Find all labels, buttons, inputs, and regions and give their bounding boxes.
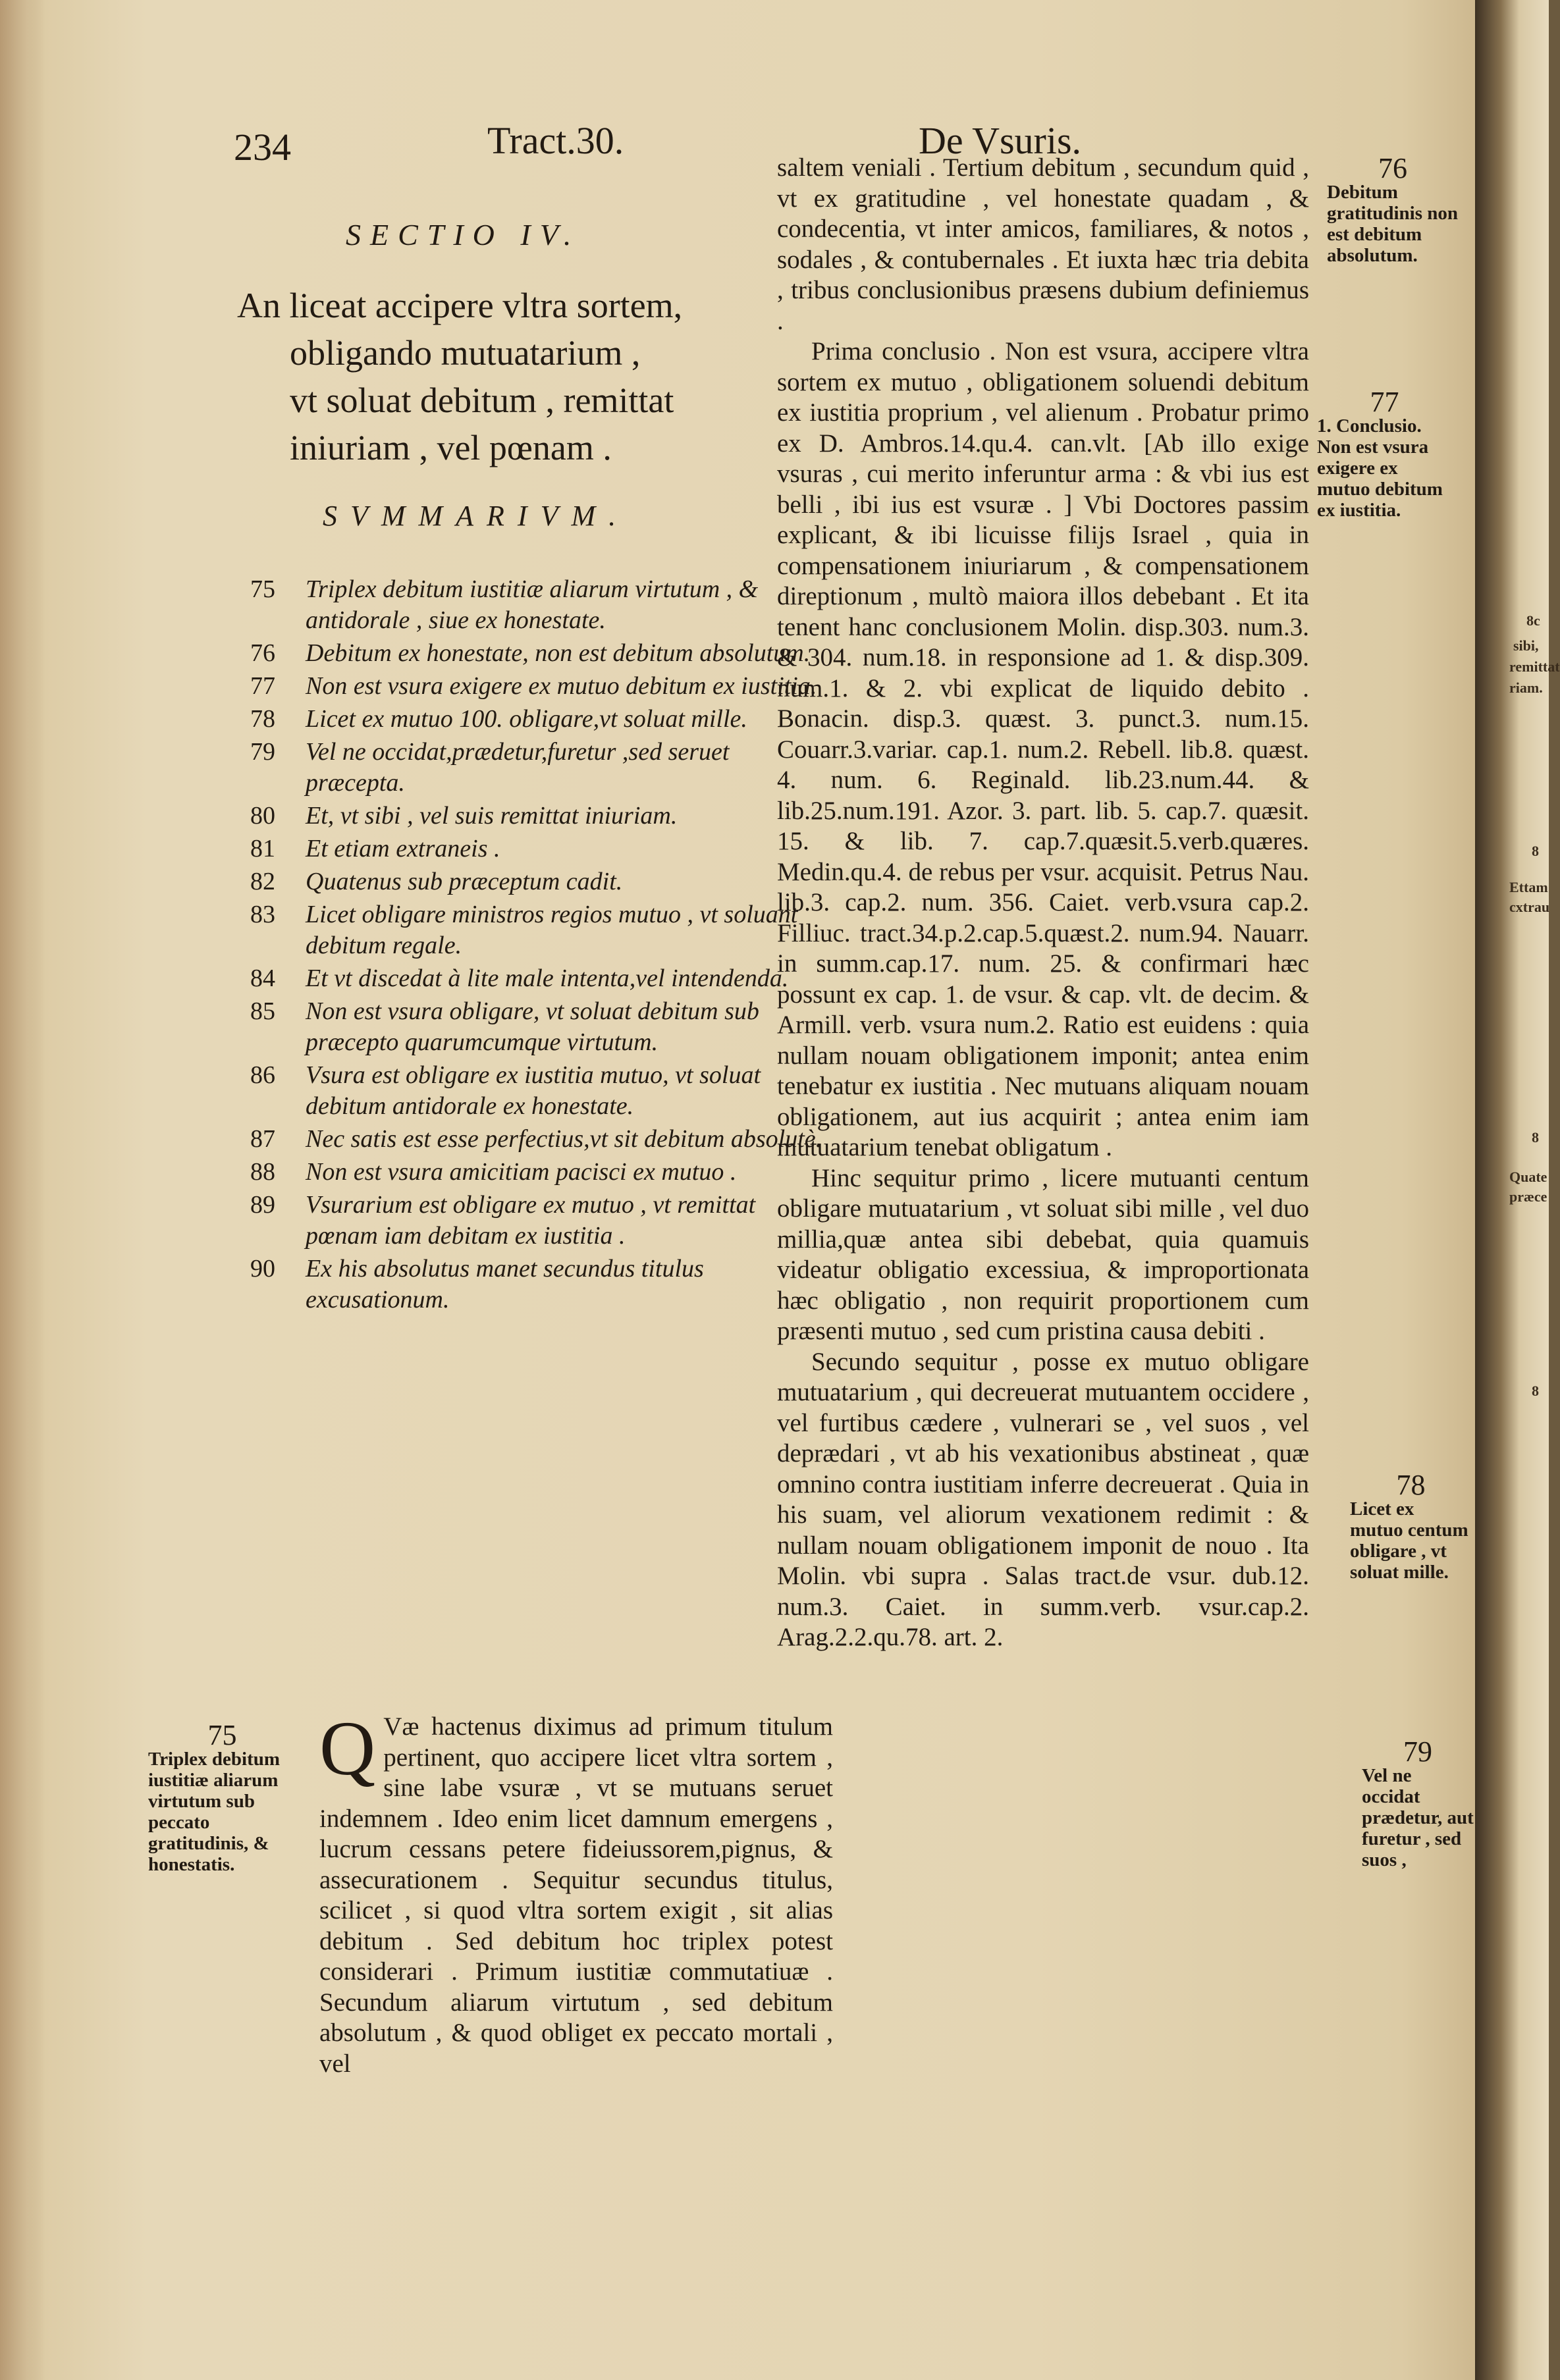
facing-page-fragment: 8c [1526, 612, 1540, 629]
summary-item [250, 833, 830, 864]
facing-page-fragment: 8 [1532, 843, 1539, 859]
summary-item [250, 1157, 830, 1188]
summary-number: 90 [250, 1255, 275, 1283]
summary-number: 85 [250, 997, 275, 1025]
summary-item [250, 963, 830, 994]
margin-note-text: 1. Conclusio. Non est vsura exigere ex mutuo debitum ex iustitia. [1317, 415, 1443, 521]
summary-item [250, 1254, 830, 1315]
summary-number: 77 [250, 672, 275, 700]
summary-number: 81 [250, 835, 275, 862]
facing-page-fragment: remittat [1509, 658, 1560, 675]
facing-page-fragment: præce [1509, 1188, 1547, 1205]
drop-cap: Q [319, 1705, 376, 1791]
margin-note-76 [1327, 152, 1459, 266]
margin-note-number: 78 [1396, 1469, 1426, 1501]
body-paragraph: Hinc sequitur primo , licere mutuanti centum obligare mutuatarium , vt soluat sibi mille , vel duo millia,quæ antea sibi debebat, quia quamuis videatur obligatio excessiua, & improportionata hæc obligatio , non requirit proportionem cum præsenti mutuo , sed cum pristina causa debiti . [777, 1163, 1309, 1345]
facing-page-fragment: riam. [1509, 679, 1543, 696]
facing-page-fragment: 8 [1532, 1129, 1539, 1146]
summary-number: 84 [250, 965, 275, 992]
margin-note-text: Vel ne occidat prædetur, aut furetur , sed suos , [1362, 1765, 1474, 1870]
running-head-subject: De Vsuris. [919, 119, 1082, 162]
summary-text: Licet obligare ministros regios mutuo , vt soluant debitum regale. [306, 901, 798, 959]
right-column-body [777, 153, 1309, 1653]
summary-number: 79 [250, 738, 275, 766]
section-title-line: vt soluat debitum , remittat [290, 381, 674, 420]
summary-item [250, 996, 830, 1058]
summary-item [250, 704, 830, 735]
facing-page-fragment: sibi, [1513, 637, 1539, 654]
summary-number: 89 [250, 1191, 275, 1219]
summary-item [250, 574, 830, 636]
summary-text: Non est vsura amicitiam pacisci ex mutuo . [306, 1158, 737, 1186]
summary-text: Nec satis est esse perfectius,vt sit debitum absolutè. [306, 1125, 822, 1153]
section-title [237, 282, 777, 471]
summary-text: Et etiam extraneis . [306, 835, 500, 862]
left-column-body [319, 1705, 833, 2079]
body-paragraph: saltem veniali . Tertium debitum , secundum quid , vt ex gratitudine , vel honestate quadam , & condecentia, vt inter amicos, familiares, & notos , sodales , & contubernales . Et iuxta hæc tria debita , tribus conclusionibus præsens dubium definiemus . [777, 153, 1309, 335]
summary-number: 76 [250, 639, 275, 667]
page-number: 234 [234, 126, 291, 169]
facing-page-fragment: Quate [1509, 1169, 1547, 1185]
margin-note-text: Debitum gratitudinis non est debitum absolutum. [1327, 182, 1459, 266]
running-head-tract: Tract.30. [487, 119, 624, 162]
section-title-line: An liceat accipere vltra sortem, [237, 286, 683, 325]
summary-number: 86 [250, 1061, 275, 1089]
summary-item [250, 1190, 830, 1252]
summary-text: Et vt discedat à lite male intenta,vel intendenda. [306, 965, 789, 992]
margin-note-75 [148, 1719, 296, 1875]
facing-page-fragment: Ettam [1509, 879, 1548, 895]
summary-item [250, 801, 830, 832]
summary-item [250, 737, 830, 799]
summary-number: 78 [250, 705, 275, 733]
summarium-heading: SVMMARIVM. [323, 500, 630, 532]
body-paragraph: Væ hactenus diximus ad primum titulum pertinent, quo accipere licet vltra sortem , sine labe vsuræ , vt se mutuans seruet indemnem . Ideo enim licet damnum emergens , lucrum cessans petere fideiussorem,pignus, & assecurationem . Sequitur secundus titulus, scilicet , si quod vltra sortem exigit , sit alias debitum . Sed debitum hoc triplex potest considerari . Primum iustitiæ commutatiuæ . Secundum aliarum virtutum , sed debitum absolutum , & quod obliget ex peccato mortali , vel [319, 1712, 833, 2078]
facing-page-fragment: 8 [1532, 1383, 1539, 1399]
body-paragraph: Secundo sequitur , posse ex mutuo obligare mutuatarium , qui decreuerat mutuantem occidere , vel furtibus cædere , vulnerari se , vel suos , vel deprædari , vt ab his vexationibus abstineat , quæ omnino contra iustitiam inferre decreuerat . Quia in his suam, vel aliorum vexationem redimit : & nullam nouam obligationem imponit de nouo . Ita Molin. vbi supra . Salas tract.de vsur. dub.12. num.3. Caiet. in summ.verb. vsur.cap.2. Arag.2.2.qu.78. art. 2. [777, 1347, 1309, 1651]
margin-note-78 [1350, 1469, 1472, 1583]
margin-note-text: Triplex debitum iustitiæ aliarum virtutum sub peccato gratitudinis, & honestatis. [148, 1749, 281, 1875]
summary-item [250, 1060, 830, 1122]
section-title-line: iniuriam , vel pœnam . [290, 428, 612, 467]
summary-number: 80 [250, 802, 275, 830]
summary-text: Non est vsura exigere ex mutuo debitum ex iustitia. [306, 672, 817, 700]
summary-number: 75 [250, 575, 275, 603]
summary-text: Non est vsura obligare, vt soluat debitum sub præcepto quarumcumque virtutum. [306, 997, 759, 1056]
summary-text: Et, vt sibi , vel suis remittat iniuriam. [306, 802, 678, 830]
margin-note-number: 79 [1403, 1735, 1432, 1768]
summary-number: 87 [250, 1125, 275, 1153]
body-paragraph: Prima conclusio . Non est vsura, accipere vltra sortem ex mutuo , obligationem soluendi debitum ex iustitia proprium , vel alienum . Probatur primo ex D. Ambros.14.qu.4. can.vlt. [Ab illo exige vsuras , cui merito inferuntur arma : & vbi ius est belli , ibi ius est vsuræ . ] Vbi Doctores passim explicant, & ibi licuisse filijs Israel , quia in compensationem iniuriarum , & compensationem direptionum , multò maiora illos debebant . Et ita tenent hanc conclusionem Molin. disp.303. num.3. & 304. num.18. in responsione ad 1. & disp.309. num.1. & 2. vbi explicat de liquido debito . Bonacin. disp.3. quæst. 3. punct.3. num.15. Couarr.3.variar. cap.1. num.2. Rebell. lib.8. quæst. 4. num. 6. Reginald. lib.23.num.44. & lib.25.num.191. Azor. 3. part. lib. 5. cap.7. quæsit. 15. & lib. 7. cap.7.quæsit.5.verb.quæres. Medin.qu.4. de rebus per vsur. acquisit. Petrus Nau. lib.3. cap.2. num. 356. Caiet. verb.vsura cap.2. Filliuc. tract.34.p.2.cap.5.quæst.2. num.94. Nauarr. in summ.cap.17. num. 25. & confirmari hæc possunt ex cap. 1. de vsur. & cap. vlt. de decim. & Armill. verb. vsura num.2. Ratio est euidens : quia nullam nouam obligationem imponit; antea enim tenebatur ex iustitia . Nec mutuans aliquam nouam obligationem, aut ius acquirit ; antea enim iam mutuatarium tenebat obligatum . [777, 337, 1309, 1161]
summary-text: Triplex debitum iustitiæ aliarum virtutum , & antidorale , siue ex honestate. [306, 575, 759, 634]
summary-text: Debitum ex honestate, non est debitum absolutum. [306, 639, 811, 667]
summary-number: 82 [250, 868, 275, 895]
margin-note-number: 75 [207, 1719, 237, 1751]
facing-page-fragment: cxtrau [1509, 899, 1550, 915]
page-edge [0, 0, 46, 2380]
margin-note-number: 77 [1370, 386, 1399, 418]
section-title-line: obligando mutuatarium , [290, 333, 641, 373]
summary-text: Vsura est obligare ex iustitia mutuo, vt soluat debitum antidorale ex honestate. [306, 1061, 761, 1120]
summary-text: Vel ne occidat,prædetur,furetur ,sed seruet præcepta. [306, 738, 730, 797]
summarium-list [250, 574, 830, 1317]
summary-item [250, 638, 830, 669]
summary-text: Vsurarium est obligare ex mutuo , vt remittat pœnam iam debitam ex iustitia . [306, 1191, 756, 1250]
summary-item [250, 671, 830, 702]
summary-text: Licet ex mutuo 100. obligare,vt soluat mille. [306, 705, 747, 733]
margin-note-number: 76 [1378, 152, 1407, 184]
margin-note-79 [1362, 1735, 1474, 1870]
summary-text: Quatenus sub præceptum cadit. [306, 868, 623, 895]
summary-item [250, 899, 830, 961]
summary-item [250, 866, 830, 897]
summary-number: 83 [250, 901, 275, 928]
summary-text: Ex his absolutus manet secundus titulus excusationum. [306, 1255, 704, 1313]
margin-note-77 [1317, 386, 1452, 521]
summary-item [250, 1124, 830, 1155]
margin-note-text: Licet ex mutuo centum obligare , vt soluat mille. [1350, 1498, 1468, 1583]
section-label: SECTIO IV. [346, 218, 581, 251]
summary-number: 88 [250, 1158, 275, 1186]
